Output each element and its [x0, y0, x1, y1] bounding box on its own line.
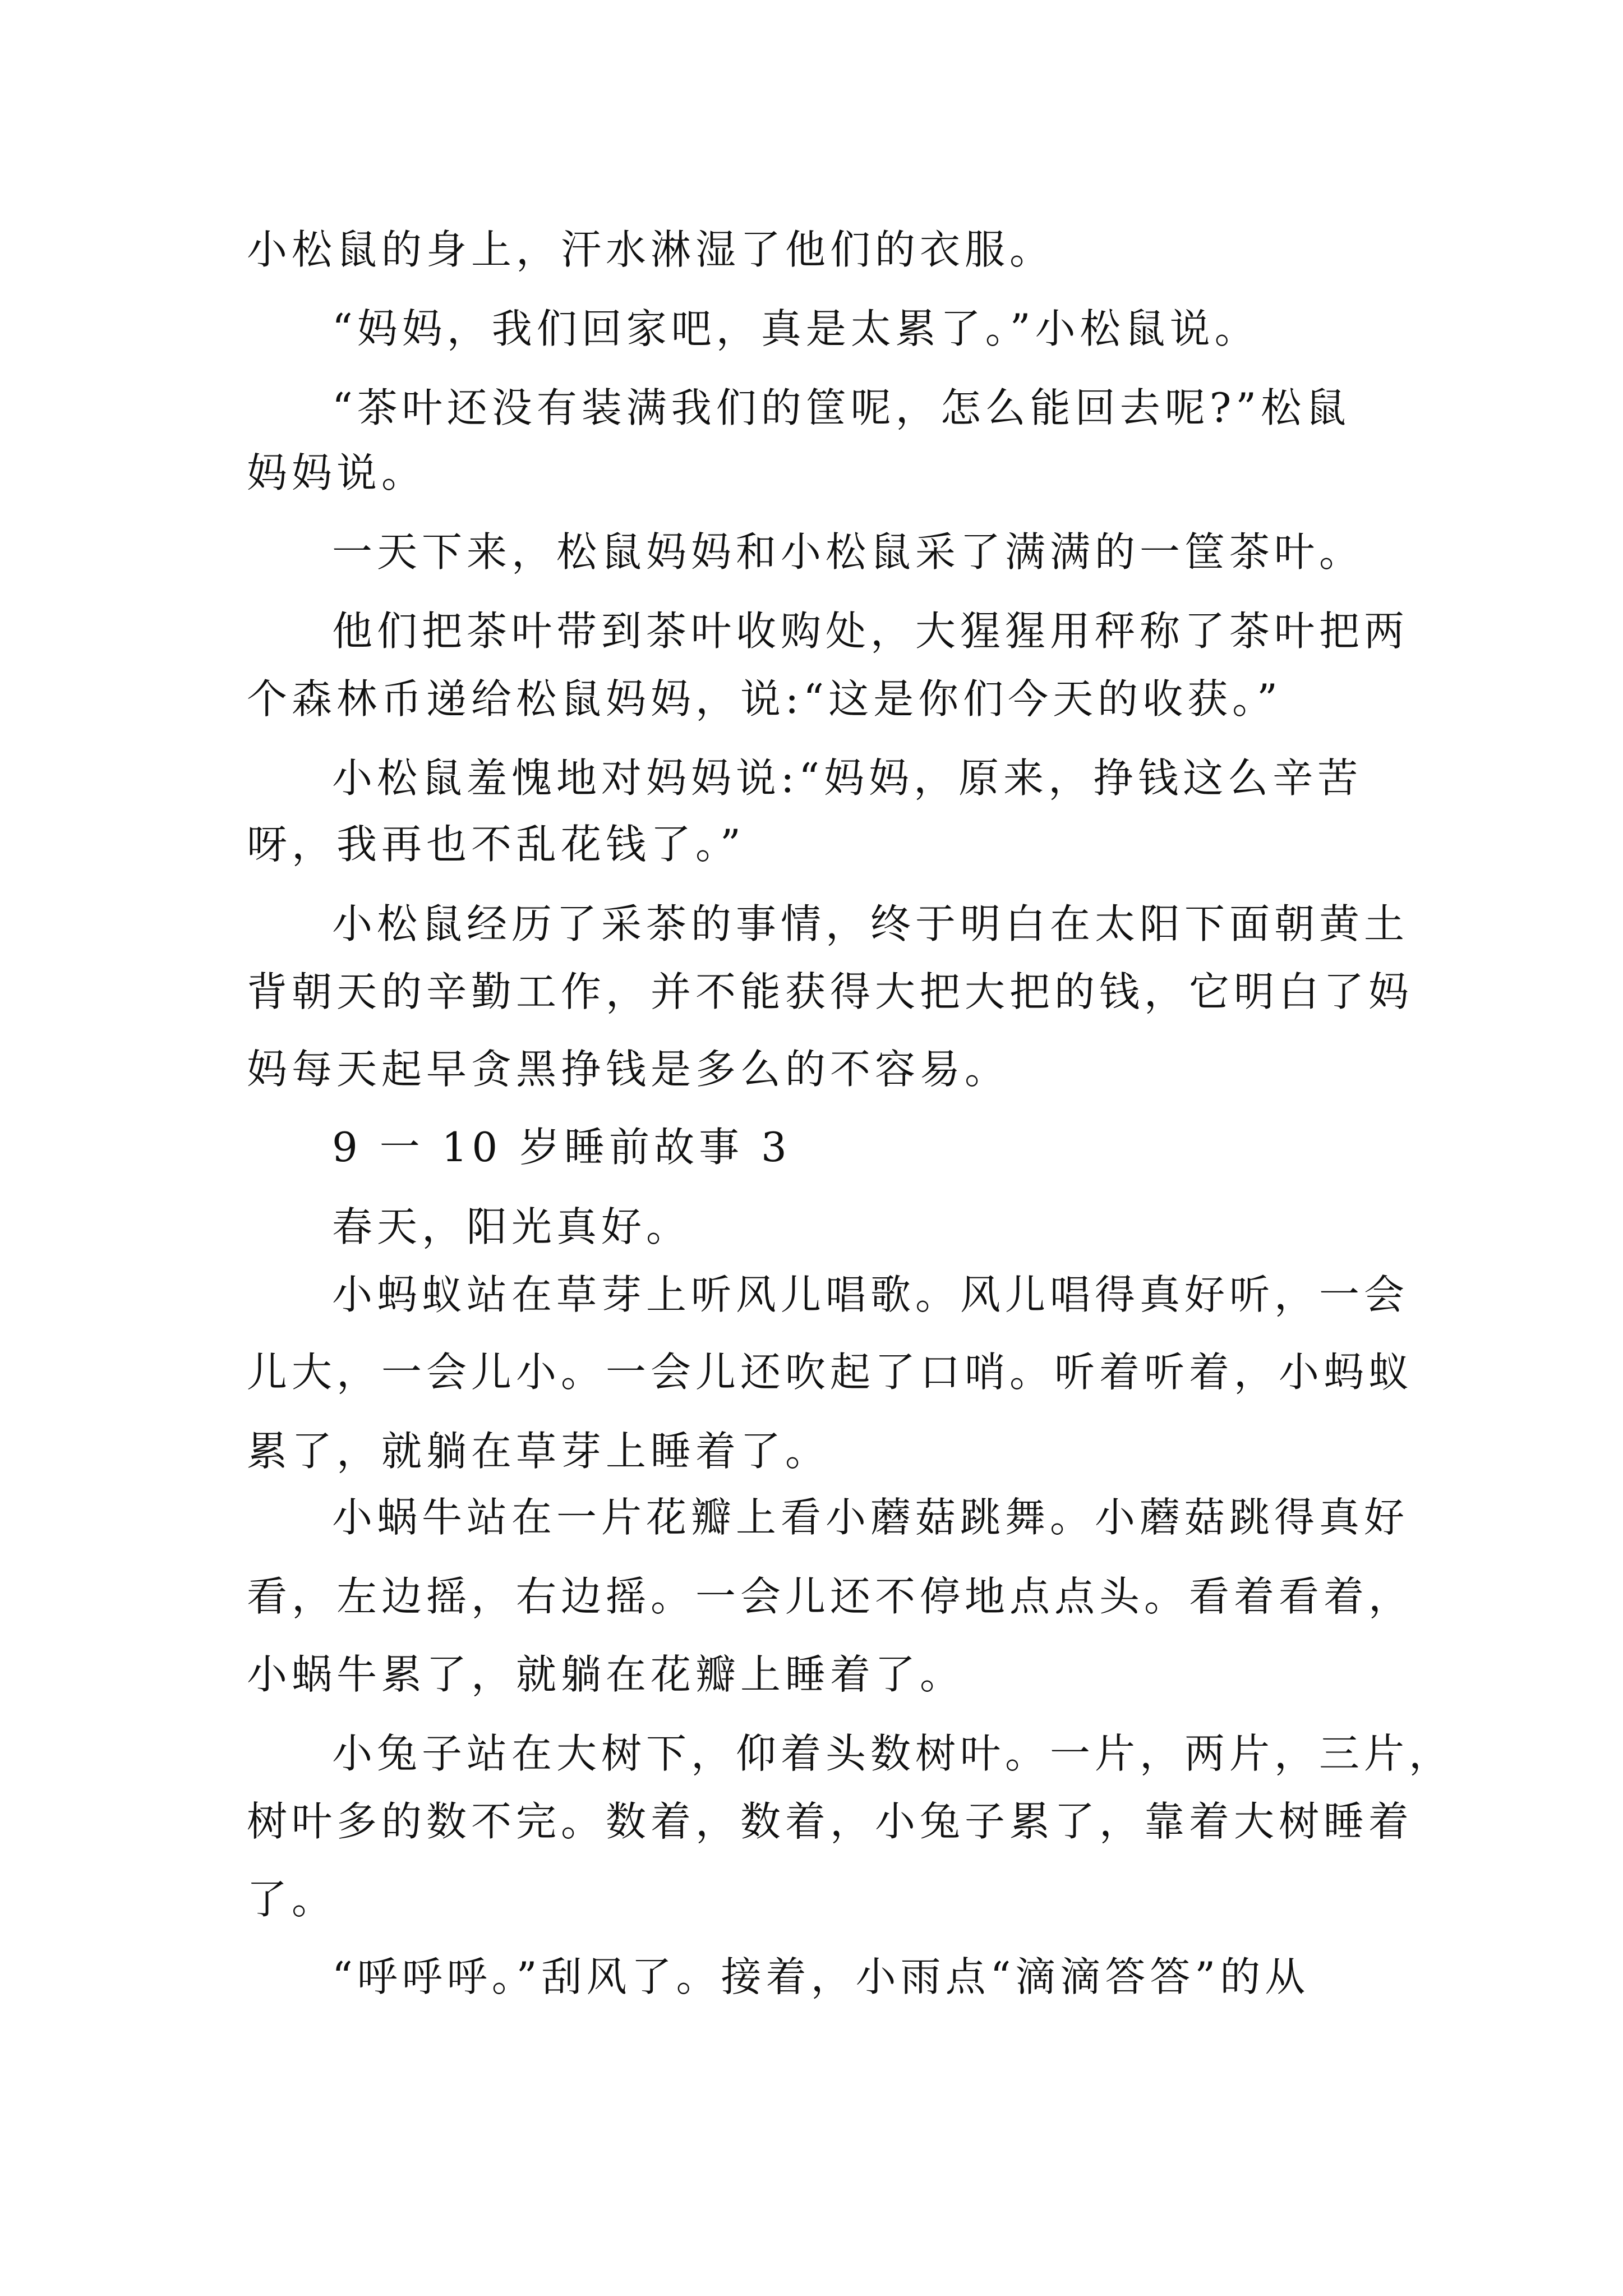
text-line-10: 小松鼠经历了采茶的事情，终于明白在太阳下面朝黄土 [332, 900, 1409, 947]
text-line-1: 小松鼠的身上，汗水淋湿了他们的衣服。 [247, 226, 1055, 273]
text-line-4: 妈妈说。 [247, 449, 427, 496]
text-line-24: “呼呼呼。”刮风了。接着，小雨点“滴滴答答”的从 [332, 1953, 1310, 2000]
text-line-6: 他们把茶叶带到茶叶收购处，大猩猩用秤称了茶叶把两 [332, 608, 1409, 655]
text-line-9: 呀，我再也不乱花钱了。” [247, 821, 745, 868]
text-line-15: 小蚂蚁站在草芽上听风儿唱歌。风儿唱得真好听，一会 [332, 1271, 1409, 1318]
text-line-8: 小松鼠羞愧地对妈妈说:“妈妈，原来，挣钱这么辛苦 [332, 754, 1363, 802]
text-line-14: 春天，阳光真好。 [332, 1203, 691, 1250]
text-line-3: “茶叶还没有装满我们的筐呢，怎么能回去呢?”松鼠 [332, 384, 1351, 431]
text-line-12: 妈每天起早贪黑挣钱是多么的不容易。 [247, 1046, 1010, 1093]
text-line-11: 背朝天的辛勤工作，并不能获得大把大把的钱，它明白了妈 [247, 968, 1414, 1015]
text-line-20: 小蜗牛累了，就躺在花瓣上睡着了。 [247, 1651, 965, 1698]
text-line-16: 儿大，一会儿小。一会儿还吹起了口哨。听着听着，小蚂蚁 [247, 1349, 1414, 1396]
text-line-21: 小兔子站在大树下，仰着头数树叶。一片，两片，三片， [332, 1730, 1454, 1777]
text-line-18: 小蜗牛站在一片花瓣上看小蘑菇跳舞。小蘑菇跳得真好 [332, 1494, 1409, 1541]
text-line-5: 一天下来，松鼠妈妈和小松鼠采了满满的一筐茶叶。 [332, 528, 1364, 576]
text-line-7: 个森林币递给松鼠妈妈，说:“这是你们今天的收获。” [247, 675, 1282, 723]
text-line-19: 看，左边摇，右边摇。一会儿还不停地点点头。看着看着， [247, 1573, 1414, 1620]
text-line-17: 累了，就躺在草芽上睡着了。 [247, 1428, 831, 1475]
text-line-23: 了。 [247, 1876, 337, 1923]
text-line-2: “妈妈，我们回家吧，真是太累了。”小松鼠说。 [332, 305, 1260, 352]
text-line-22: 树叶多的数不完。数着，数着，小兔子累了，靠着大树睡着 [247, 1798, 1414, 1845]
section-heading: 9 一 10 岁睡前故事 3 [332, 1124, 791, 1171]
